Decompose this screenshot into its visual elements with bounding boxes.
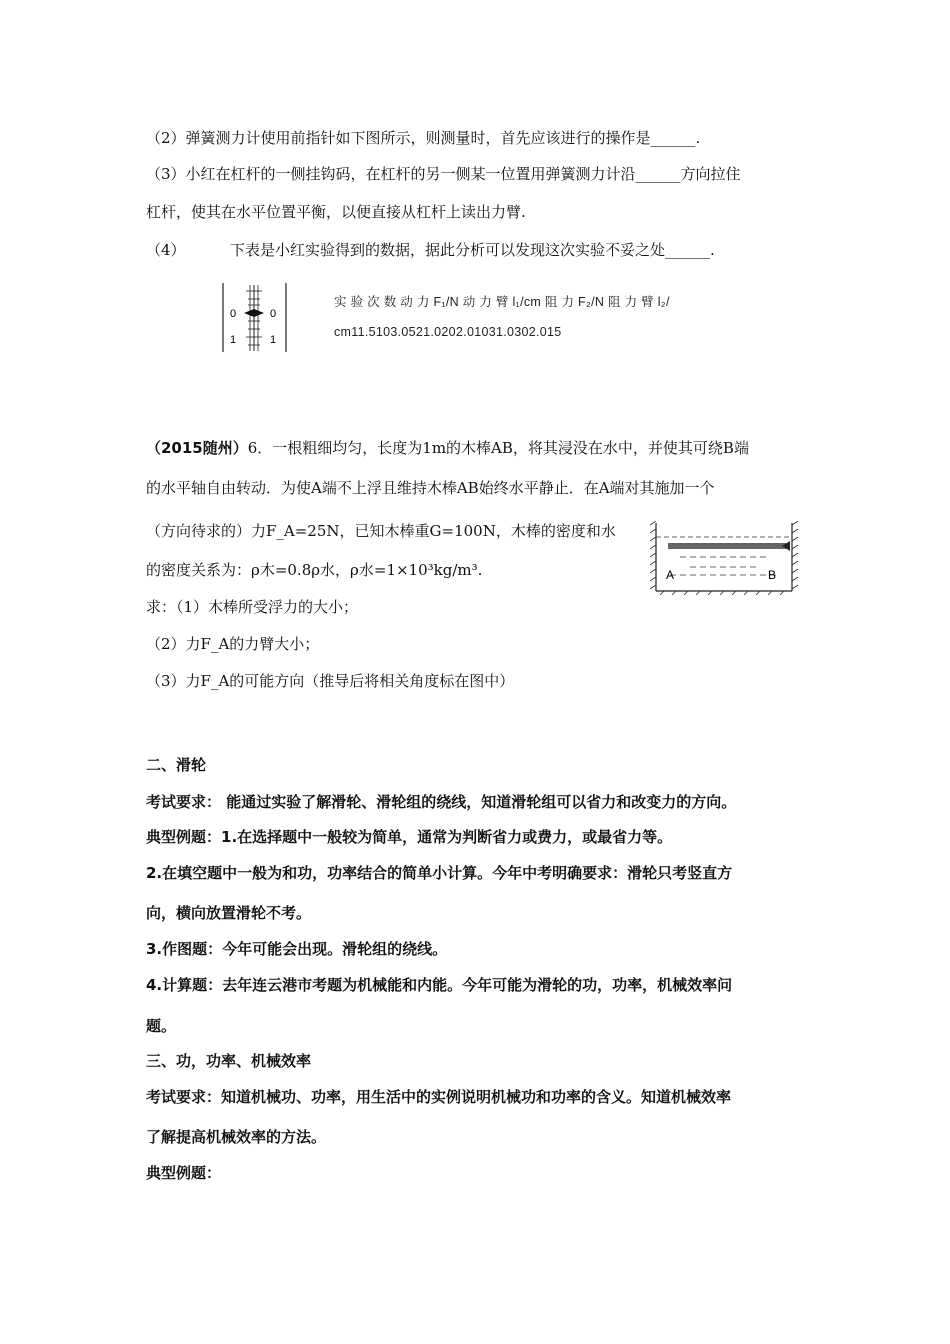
label-a: A bbox=[666, 568, 675, 582]
section-3-title: 三、功，功率、机械效率 bbox=[146, 1052, 312, 1070]
section-2-example-2-line-2: 向，横向放置滑轮不考。 bbox=[146, 904, 312, 922]
gauge-left-top-label: 0 bbox=[230, 308, 237, 320]
spring-scale-gauge bbox=[220, 283, 290, 353]
question-4-text: 下表是小红实验得到的数据，据此分析可以发现这次实验不妥之处______. bbox=[230, 241, 715, 259]
data-table-values: cm11.5103.0521.0202.01031.0302.015 bbox=[334, 325, 562, 339]
gauge-right-bottom-label: 1 bbox=[270, 334, 277, 346]
question-3-line-2: 杠杆，使其在水平位置平衡，以便直接从杠杆上读出力臂. bbox=[146, 203, 526, 221]
problem-6-line-2: 的水平轴自由转动．为使A端不上浮且维持木棒AB始终水平静止．在A端对其施加一个 bbox=[146, 479, 715, 497]
problem-6-line-4: 的密度关系为：ρ木=0.8ρ水，ρ水=1×10³kg/m³. bbox=[146, 561, 483, 579]
gauge-left-bottom-label: 1 bbox=[230, 334, 237, 346]
section-3-requirements-line-1: 考试要求：知道机械功、功率，用生活中的实例说明机械功和功率的含义。知道机械效率 bbox=[146, 1088, 732, 1106]
problem-6-line-1 bbox=[146, 438, 749, 458]
section-2-title: 二、滑轮 bbox=[146, 756, 207, 774]
pivot-icon bbox=[782, 541, 790, 551]
question-4-number: （4） bbox=[146, 241, 186, 259]
question-3-line-1: （3）小红在杠杆的一侧挂钩码，在杠杆的另一侧某一位置用弹簧测力计沿______方向拉住 bbox=[146, 165, 741, 183]
problem-6-ask-3: （3）力F_A的可能方向（推导后将相关角度标在图中） bbox=[146, 672, 515, 690]
problem-6-text-1: 6．一根粗细均匀，长度为1m的木棒AB，将其浸没在水中，并使其可绕B端 bbox=[247, 439, 749, 457]
problem-6-line-3: （方向待求的）力F_A=25N，已知木棒重G=100N，木棒的密度和水 bbox=[146, 522, 616, 540]
wooden-rod bbox=[668, 543, 786, 549]
section-3-examples: 典型例题： bbox=[146, 1164, 222, 1182]
section-2-example-4-line-2: 题。 bbox=[146, 1017, 177, 1035]
section-2-requirements: 考试要求： 能通过实验了解滑轮、滑轮组的绕线，知道滑轮组可以省力和改变力的方向。 bbox=[146, 793, 737, 811]
section-2-example-2-line-1: 2.在填空题中一般为和功，功率结合的简单小计算。今年中考明确要求：滑轮只考竖直方 bbox=[146, 864, 733, 882]
problem-6-source: （2015随州） bbox=[146, 439, 248, 457]
problem-6-ask-1: 求：（1）木棒所受浮力的大小； bbox=[146, 598, 359, 616]
water-tank-figure bbox=[650, 521, 798, 595]
data-table-header: 实 验 次 数 动 力 F₁/N 动 力 臂 l₁/cm 阻 力 F₂/N 阻 力 臂 l₂/ bbox=[334, 295, 670, 309]
problem-6-ask-2: （2）力F_A的力臂大小； bbox=[146, 635, 320, 653]
label-b: B bbox=[768, 568, 777, 582]
section-3-requirements-line-2: 了解提高机械效率的方法。 bbox=[146, 1128, 327, 1146]
gauge-right-top-label: 0 bbox=[270, 308, 277, 320]
section-2-example-4-line-1: 4.计算题：去年连云港市考题为机械能和内能。今年可能为滑轮的功，功率，机械效率问 bbox=[146, 976, 733, 994]
question-2: （2）弹簧测力计使用前指针如下图所示，则测量时，首先应该进行的操作是______. bbox=[146, 129, 701, 147]
section-2-example-1: 典型例题：1.在选择题中一般较为简单，通常为判断省力或费力，或最省力等。 bbox=[146, 828, 673, 846]
section-2-example-3: 3.作图题：今年可能会出现。滑轮组的绕线。 bbox=[146, 940, 448, 958]
pointer-icon bbox=[244, 309, 264, 317]
